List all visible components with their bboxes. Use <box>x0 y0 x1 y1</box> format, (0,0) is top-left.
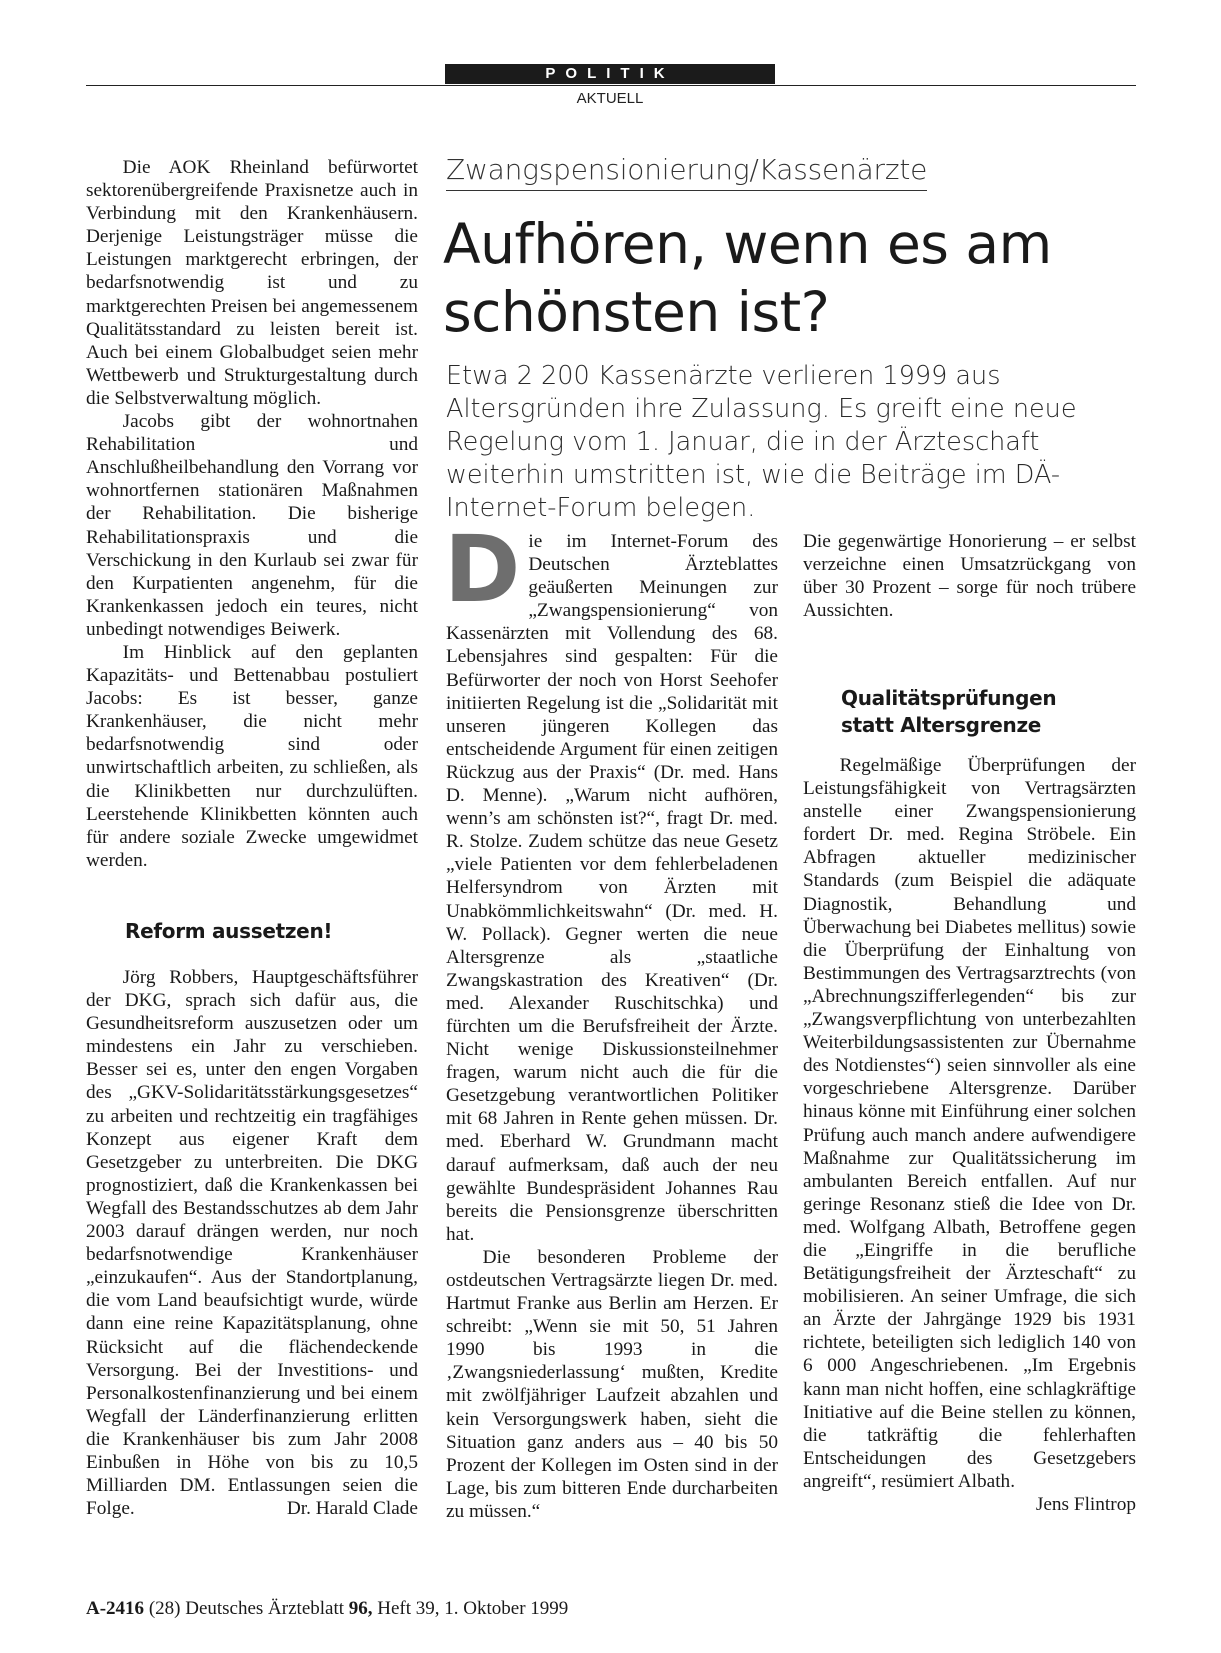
journal-name: Deutsches Ärzteblatt <box>185 1598 345 1619</box>
subheading: Reform aussetzen! <box>125 919 333 943</box>
header-rule <box>86 85 1136 86</box>
page-code: A-2416 <box>86 1598 145 1619</box>
page-footer <box>86 1598 568 1620</box>
paragraph: Die AOK Rheinland befürwortet sektorenübergreifende Praxisnetze auch in Verbindung mit den Krankenhäusern. Derjenige Leistungsträger müsse die Leistungen marktgerecht erbringen, der bedarfsnotwendig ist und zu marktgerechten Preisen bei angemessenem Qualitätsstandard zu leisten bereit ist. Auch bei einem Globalbudget seien mehr Wettbewerb und Strukturgestaltung durch die Selbstverwaltung möglich. <box>86 157 418 409</box>
paragraph: Die gegenwärtige Honorierung – er selbst verzeichne einen Umsatzrückgang von über 30 Prozent – sorge für noch trübere Aussichten. <box>803 531 1136 622</box>
paragraph-text: ie im Internet-Forum des Deutschen Ärzteblattes geäußerten Meinungen zur „Zwangspensionierung“ von Kassenärzten mit Vollendung des 68. Lebensjahres sind gespalten: Für die Befürworter der noch von Horst Seehofer initiierten Regelung ist die „Solidarität mit unseren jüngeren Kollegen das entscheidende Argument für einen zeitigen Rückzug aus der Praxis“ (Dr. med. Hans D. Menne). „Warum nicht aufhören, wenn’s am schönsten ist?“, fragt Dr. med. R. Stolze. Zudem schütze das neue Gesetz „viele Patienten vor dem fehlerbeladenen Helfersyndrom von Ärzten mit Unabkömmlichkeitswahn“ (Dr. med. H. W. Pollack). Gegner werten die neue Altersgrenze als „staatliche Zwangskastration des Kreativen“ (Dr. med. Alexander Ruschitschka) und fürchten um die Berufsfreiheit der Ärzte. Nicht wenige Diskussionsteilnehmer fragen, warum nicht auch die für die Gesetzgebung verantwortlichen Politiker mit 68 Jahren in Rente gehen müssen. Dr. med. Eberhard W. Grundmann macht darauf aufmerksam, daß auch der neu gewählte Bundespräsident Johannes Rau bereits die Pensionsgrenze überschritten hat. <box>446 531 778 1245</box>
subsection-label: AKTUELL <box>576 90 644 107</box>
right-column <box>803 530 1136 622</box>
paragraph-text: Regelmäßige Überprüfungen der Leistungsfähigkeit von Vertragsärzten anstelle einer Zwangspensionierung fordert Dr. med. Regina Ströbele. Ein Abfragen aktueller medizinischer Standards (zum Beispiel die adäquate Diagnostik, Behandlung und Überwachung bei Diabetes mellitus) sowie die Überprüfung der Einhaltung von Bestimmungen des Vertragsarztrechts (von „Abrechnungszifferlegenden“ bis zur „Zwangsverpflichtung von unterbezahlten Weiterbildungsassistenten zur Übernahme des Notdienstes“) seien sinnvoller als eine vorgeschriebene Altersgrenze. Darüber hinaus könne mit Einführung einer solchen Prüfung auch manch andere aufwendigere Maßnahme zur Qualitätssicherung im ambulanten Bereich entfallen. Auf nur geringe Resonanz stieß die Idee von Dr. med. Wolfgang Albath, Betroffene gegen die „Eingriffe in die berufliche Betätigungsfreiheit der Ärzteschaft“ zu mobilisieren. An seiner Umfrage, die sich an Ärzte der Jahrgänge 1929 bis 1931 richtete, beteiligten sich lediglich 140 von 6 000 Angeschriebenen. „Im Ergebnis kann man nicht hoffen, eine schlagkräftige Initiative auf die Beine stellen zu können, die tatkräftig die fehlerhaften Entscheidungen des Gesetzgebers angreift“, resümiert Albath. <box>803 755 1136 1492</box>
author-byline: Jens Flintrop <box>1035 1494 1136 1515</box>
volume-number: 96, <box>348 1598 373 1619</box>
left-column-continued <box>86 966 418 1520</box>
author-byline: Dr. Harald Clade <box>286 1498 418 1520</box>
drop-cap: D <box>444 516 521 623</box>
paragraph-text: Jörg Robbers, Hauptgeschäftsführer der DKG, sprach sich dafür aus, die Gesundheitsreform auszusetzen oder um mindestens ein Jahr zu verschieben. Besser sei es, unter den engen Vorgaben des „GKV-Solidaritätsstärkungsgesetzes“ zu arbeiten und rechtzeitig ein tragfähiges Konzept aus eigener Kraft dem Gesetzgeber zu unterbreiten. Die DKG prognostiziert, daß die Krankenkassen bei Wegfall des Bestandsschutzes ab dem Jahr 2003 darauf drängen werden, nur noch bedarfsnotwendige Krankenhäuser „einzukaufen“. Aus der Standortplanung, die vom Land beaufsichtigt wurde, würde dann eine reine Kapazitätsplanung, ohne Rücksicht auf die flächendeckende Versorgung. Bei der Investitions- und Personalkostenfinanzierung und bei einem Wegfall der Länderfinanzierung erlitten die Krankenhäuser bis zum Jahr 2008 Einbußen in Höhe von bis zu 10,5 Milliarden DM. Entlassungen seien die Folge. <box>86 967 418 1520</box>
page-number: (28) <box>148 1598 181 1619</box>
article-headline <box>443 210 1143 346</box>
left-column <box>86 156 418 872</box>
paragraph <box>803 754 1136 1515</box>
issue-date: Heft 39, 1. Oktober 1999 <box>377 1598 569 1619</box>
paragraph: Im Hinblick auf den geplanten Kapazitäts- und Bettenabbau postuliert Jacobs: Es ist besser, ganze Krankenhäuser, die nicht mehr bedarfsnotwendig sind oder unwirtschaftlich arbeiten, zu schließen, als die Klinikbetten nur durchzulüften. Leerstehende Klinikbetten könnten auch für andere soziale Zwecke umgewidmet werden. <box>86 641 418 871</box>
headline-line: schönsten ist? <box>443 280 830 344</box>
paragraph <box>444 516 778 1246</box>
headline-line: Aufhören, wenn es am <box>443 212 1052 276</box>
middle-column <box>444 516 778 1523</box>
paragraph <box>86 966 418 1520</box>
paragraph: Die besonderen Probleme der ostdeutschen Vertragsärzte liegen Dr. med. Hartmut Franke aus Berlin am Herzen. Er schreibt: „Wenn sie mit 50, 51 Jahren 1990 bis 1993 in die ‚Zwangsniederlassung‘ mußten, Kredite mit zwölfjähriger Laufzeit abzahlen und kein Versorgungswerk haben, sieht die Situation ganz anders aus – 40 bis 50 Prozent der Kollegen im Osten sind in der Lage, bis zum bitteren Ende durcharbeiten zu müssen.“ <box>446 1246 778 1522</box>
subheading-line: Qualitätsprüfungen <box>841 686 1057 710</box>
article-kicker: Zwangspensionierung/Kassenärzte <box>446 153 927 191</box>
subheading-line: statt Altersgrenze <box>841 713 1042 737</box>
section-label: POLITIK <box>445 64 775 84</box>
article-lead: Etwa 2 200 Kassenärzte verlieren 1999 aus Altersgründen ihre Zulassung. Es greift eine neue Regelung vom 1. Januar, die in der Ärzteschaft weiterhin umstritten ist, wie die Beiträge im DÄ-Internet-Forum belegen. <box>446 361 1077 523</box>
subheading <box>841 685 1141 739</box>
paragraph: Jacobs gibt der wohnortnahen Rehabilitation und Anschlußheilbehandlung den Vorrang vor wohnortfernen stationären Maßnahmen der Rehabilitation. Die bisherige Rehabilitationspraxis und die Verschickung in den Kurlaub sei zwar für den Kurpatienten angenehm, für die Krankenkassen jedoch ein teures, nicht unbedingt notwendiges Beiwerk. <box>86 411 418 640</box>
right-column-continued <box>803 754 1136 1516</box>
